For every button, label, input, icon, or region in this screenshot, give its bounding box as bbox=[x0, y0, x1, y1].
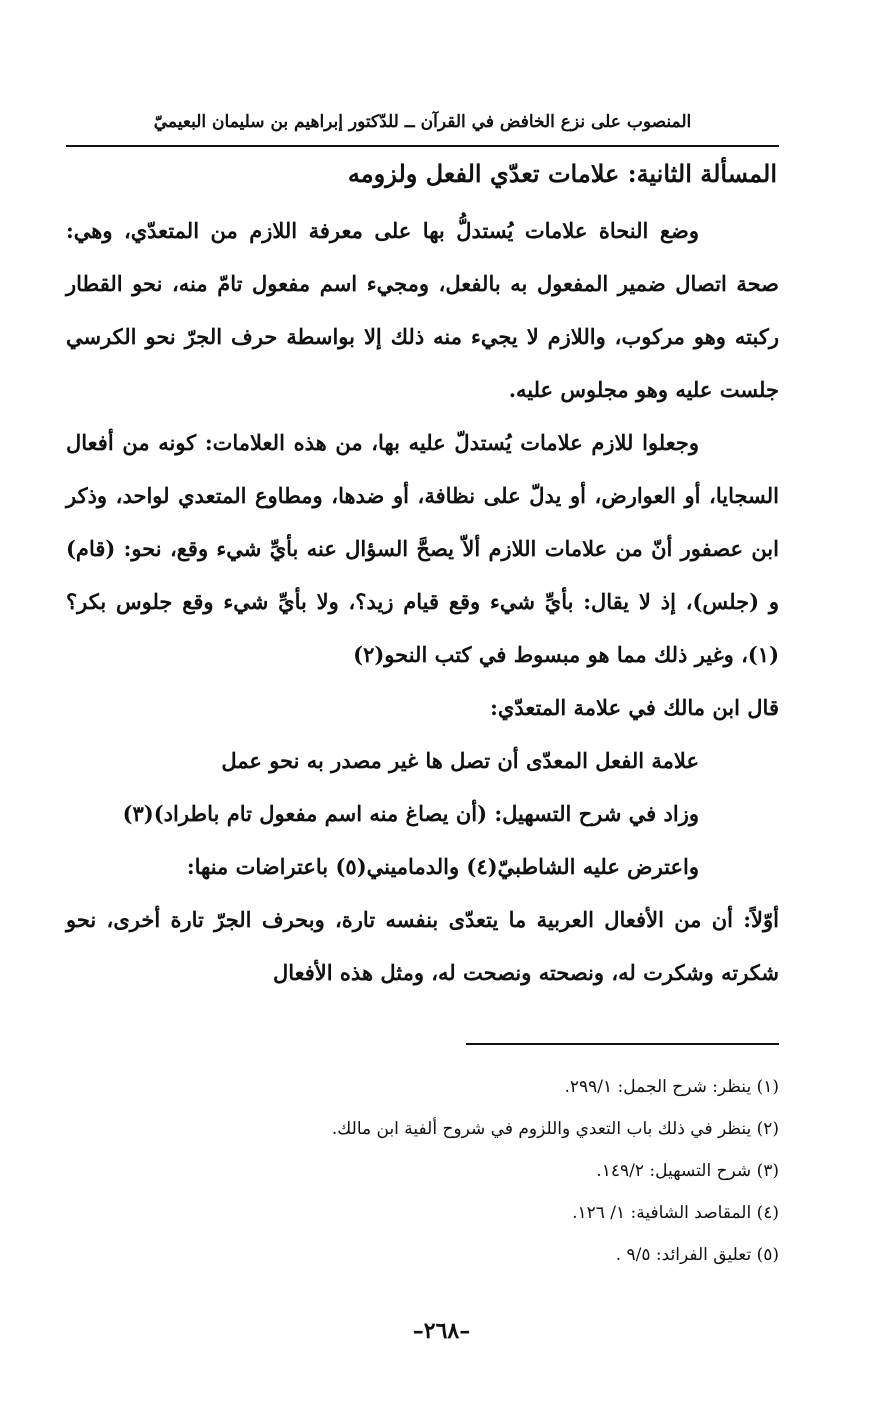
running-head: المنصوب على نزع الخافض في القرآن ــ للدّكتور إبراهيم بن سليمان البعيميّ bbox=[153, 112, 692, 132]
footnote: (٥) تعليق الفرائد: ٩/٥ . bbox=[615, 1245, 779, 1265]
section-heading: المسألة الثانية: علامات تعدّي الفعل ولزومه bbox=[347, 159, 777, 188]
paragraph: أوّلاً: أن من الأفعال العربية ما يتعدّى بنفسه تارة، وبحرف الجرّ تارة أخرى، نحو شكرته وشكرت له، ونصحته ونصحت له، ومثل هذه الأفعال bbox=[66, 907, 779, 985]
footnote-rule bbox=[466, 1043, 779, 1045]
header-rule bbox=[66, 145, 779, 147]
footnote: (١) ينظر: شرح الجمل: ٢٩٩/١. bbox=[564, 1077, 779, 1097]
paragraph: وضع النحاة علامات يُستدلُّ بها على معرفة اللازم من المتعدّي، وهي: صحة اتصال ضمير المفعول به بالفعل، ومجيء اسم مفعول تامّ منه، نحو القطار ركبته وهو مركوب، واللازم لا يجيء منه ذلك إلا بواسطة حرف الجرّ نحو الكرسي جلست عليه وهو مجلوس عليه. bbox=[66, 218, 779, 402]
paragraph: قال ابن مالك في علامة المتعدّي: bbox=[490, 695, 779, 720]
paragraph: وزاد في شرح التسهيل: (أن يصاغ منه اسم مفعول تام باطراد)(٣) bbox=[122, 801, 699, 826]
footnote: (٤) المقاصد الشافية: ١/ ١٢٦. bbox=[572, 1203, 779, 1223]
page-number: –٢٦٨– bbox=[412, 1318, 471, 1344]
verse-line: علامة الفعل المعدّى أن تصل ها غير مصدر به نحو عمل bbox=[221, 748, 699, 773]
body-text bbox=[66, 204, 779, 999]
footnote: (٣) شرح التسهيل: ١٤٩/٢. bbox=[596, 1161, 779, 1181]
footnote: (٢) ينظر في ذلك باب التعدي واللزوم في شروح ألفية ابن مالك. bbox=[331, 1119, 779, 1139]
paragraph: واعترض عليه الشاطبيّ(٤) والدماميني(٥) باعتراضات منها: bbox=[186, 854, 699, 879]
footnotes bbox=[66, 1066, 779, 1276]
paragraph: وجعلوا للازم علامات يُستدلّ عليه بها، من هذه العلامات: كونه من أفعال السجايا، أو العوارض، أو يدلّ على نظافة، أو ضدها، ومطاوع المتعدي لواحد، وذكر ابن عصفور أنّ من علامات اللازم ألاّ يصحَّ السؤال عنه بأيِّ شيء وقع، نحو: (قام) و (جلس)، إذ لا يقال: بأيِّ شيء وقع قيام زيد؟، ولا بأيِّ شيء وقع جلوس بكر؟ (١)، وغير ذلك مما هو مبسوط في كتب النحو(٢) bbox=[66, 430, 779, 667]
